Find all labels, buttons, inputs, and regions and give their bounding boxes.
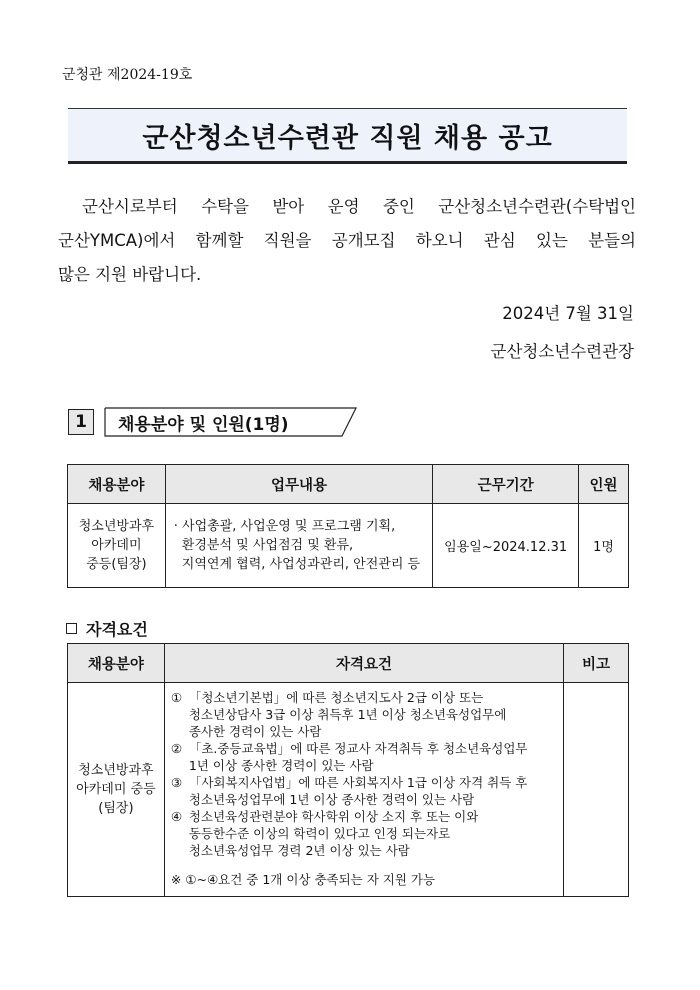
intro-line-2: 군산YMCA)에서 함께할 직원을 공개모집 하오니 관심 있는 분들의 <box>58 231 636 250</box>
title-banner <box>68 108 627 164</box>
announcement-date: 2024년 7월 31일 <box>502 304 634 323</box>
header-remark: 비고 <box>564 644 629 683</box>
list-item <box>171 808 557 859</box>
item-text: 청소년육성관련분야 학사학위 이상 소지 후 또는 이와 <box>188 809 479 824</box>
job-field-line: 아카데미 <box>91 538 142 553</box>
job-duties-cell <box>165 504 432 588</box>
item-marker: ③ <box>170 775 183 790</box>
list-item <box>171 740 557 774</box>
table-header-row <box>68 465 629 504</box>
section-number: 1 <box>68 409 94 435</box>
intro-line-1: 군산시로부터 수탁을 받아 운영 중인 군산청소년수련관(수탁법인 <box>82 197 636 216</box>
square-bullet-icon <box>66 623 77 634</box>
qual-note: ※ ①~④요건 중 1개 이상 충족되는 자 지원 가능 <box>170 872 436 887</box>
item-text: 「초.중등교육법」에 따른 정교사 자격취득 후 청소년육성업무 <box>188 741 528 756</box>
qualifications-heading <box>66 617 148 640</box>
item-marker: ④ <box>170 809 183 824</box>
job-duty-line: 지역연계 협력, 사업성과관리, 안전관리 등 <box>181 557 421 572</box>
item-text: 「사회복지사업법」에 따른 사회복지사 1급 이상 자격 취득 후 <box>188 775 528 790</box>
qual-field-line: (팀장) <box>98 801 134 816</box>
item-text: 「청소년기본법」에 따른 청소년지도사 2급 이상 또는 <box>188 690 484 705</box>
table-row <box>68 683 629 897</box>
table-header-row <box>68 644 629 683</box>
item-text: 1년 이상 종사한 경력이 있는 사람 <box>188 758 374 773</box>
table-row <box>68 504 629 588</box>
item-text: 청소년상담사 3급 이상 취득후 1년 이상 청소년육성업무에 <box>188 707 507 722</box>
page-title: 군산청소년수련관 직원 채용 공고 <box>142 122 553 154</box>
document-number: 군청관 제2024-19호 <box>62 67 193 83</box>
list-item <box>171 774 557 808</box>
job-field-line: 청소년방과후 <box>78 519 155 534</box>
qual-field-line: 아카데미 중등 <box>76 782 156 797</box>
qual-field-cell <box>68 683 165 897</box>
qual-requirements-cell <box>164 683 563 897</box>
jobs-table <box>67 464 629 588</box>
qual-remark-cell <box>564 683 629 897</box>
section-title: 채용분야 및 인원(1명) <box>118 415 289 435</box>
qualifications-heading-text: 자격요건 <box>86 620 148 639</box>
header-requirements: 자격요건 <box>164 644 563 683</box>
qualifications-table <box>67 643 629 897</box>
item-text: 동등한수준 이상의 학력이 있다고 인정 되는자로 <box>188 826 451 841</box>
intro-paragraph <box>58 190 636 292</box>
job-count-cell: 1명 <box>579 504 629 588</box>
header-count: 인원 <box>579 465 629 504</box>
intro-line-3: 많은 지원 바랍니다. <box>58 265 202 284</box>
job-duty-line: · 사업총괄, 사업운영 및 프로그램 기획, <box>173 519 396 534</box>
section-title-box <box>104 407 358 437</box>
list-item <box>171 689 557 740</box>
header-duties: 업무내용 <box>165 465 432 504</box>
item-marker: ② <box>170 741 183 756</box>
item-text: 종사한 경력이 있는 사람 <box>188 724 322 739</box>
header-period: 근무기간 <box>433 465 579 504</box>
job-duty-line: 환경분석 및 사업점검 및 환류, <box>181 538 354 553</box>
qual-field-line: 청소년방과후 <box>78 763 154 778</box>
job-field-line: 중등(팀장) <box>86 557 147 572</box>
issuer-name: 군산청소년수련관장 <box>490 342 634 361</box>
item-text: 청소년육성업무에 1년 이상 종사한 경력이 있는 사람 <box>188 792 475 807</box>
header-field: 채용분야 <box>68 644 165 683</box>
job-period-cell: 임용일~2024.12.31 <box>433 504 579 588</box>
job-field-cell <box>68 504 166 588</box>
item-text: 청소년육성업무 경력 2년 이상 있는 사람 <box>188 843 410 858</box>
header-field: 채용분야 <box>68 465 166 504</box>
item-marker: ① <box>170 690 183 705</box>
